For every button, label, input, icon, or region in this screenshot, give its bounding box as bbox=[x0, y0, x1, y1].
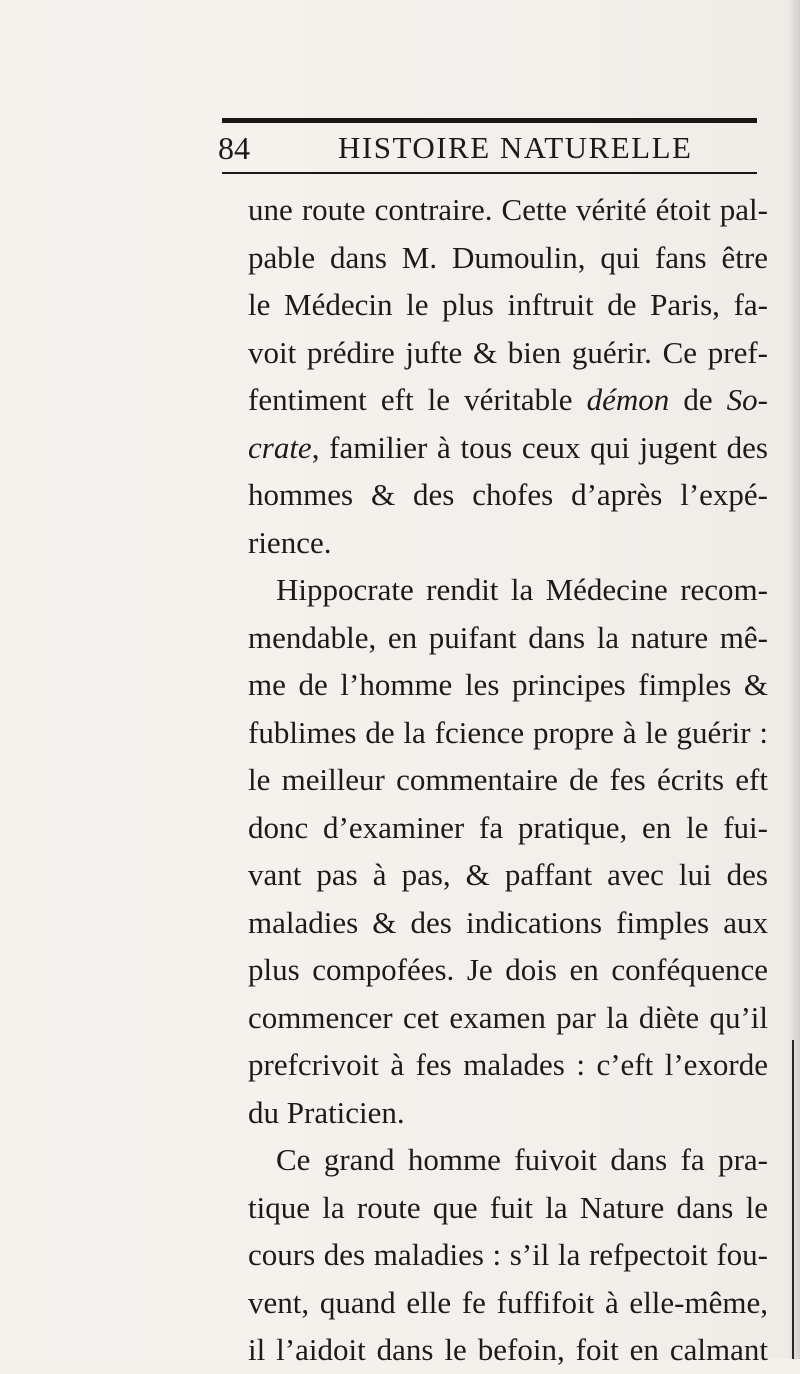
header-rule-bottom bbox=[222, 172, 757, 174]
body-text bbox=[248, 186, 768, 1374]
text-line: cours des maladies : s’il la refpectoit fou- bbox=[248, 1237, 768, 1272]
text-line: donc d’examiner fa pratique, en le fui- bbox=[248, 809, 768, 845]
text-line: tique la route que fuit la Nature dans le bbox=[248, 1189, 768, 1225]
header-rule-top bbox=[222, 118, 757, 123]
text-line: vent, quand elle fe fuffifoit à elle-même, bbox=[248, 1284, 768, 1320]
running-head: HISTOIRE NATURELLE bbox=[338, 130, 693, 165]
italic-term-socrate: So- bbox=[726, 382, 768, 417]
text-line: hommes & des chofes d’après l’expé- bbox=[248, 477, 768, 512]
text-run: fentiment eft le véritable bbox=[248, 382, 587, 417]
text-line: il l’aidoit dans le befoin, foit en calmant bbox=[248, 1332, 768, 1367]
page-number: 84 bbox=[218, 130, 250, 166]
text-line: pable dans M. Dumoulin, qui fans être bbox=[248, 239, 768, 275]
text-line: le Médecin le plus inftruit de Paris, fa- bbox=[248, 287, 768, 322]
text-line: rience. bbox=[248, 524, 332, 560]
text-run: de bbox=[669, 382, 727, 417]
text-run: , familier à tous ceux qui jugent des bbox=[311, 429, 768, 465]
text-line: prefcrivoit à fes malades : c’eft l’exorde bbox=[248, 1047, 768, 1082]
text-line: commencer cet examen par la diète qu’il bbox=[248, 999, 768, 1035]
page-header bbox=[218, 126, 758, 166]
text-line: maladies & des indications fimples aux bbox=[248, 904, 768, 940]
text-line: une route contraire. Cette vérité étoit pal- bbox=[248, 192, 768, 227]
text-line: fublimes de la fcience propre à le guérir : bbox=[248, 714, 768, 750]
text-line: vant pas à pas, & paffant avec lui des bbox=[248, 857, 768, 892]
text-line: mendable, en puifant dans la nature mê- bbox=[248, 619, 768, 655]
paragraph-start: Ce grand homme fuivoit dans fa pra- bbox=[276, 1142, 768, 1177]
paragraph-start: Hippocrate rendit la Médecine recom- bbox=[276, 572, 768, 607]
text-line: plus compofées. Je dois en conféquence bbox=[248, 952, 768, 987]
italic-term-crate: crate bbox=[248, 429, 312, 465]
text-line: du Praticien. bbox=[248, 1094, 405, 1130]
text-line bbox=[248, 424, 768, 472]
italic-term-demon: démon bbox=[586, 382, 670, 417]
text-line: me de l’homme les principes fimples & bbox=[248, 667, 768, 702]
page-edge-shadow bbox=[788, 0, 800, 1359]
text-line: le meilleur commentaire de fes écrits eft bbox=[248, 762, 768, 797]
text-line: voit prédire jufte & bien guérir. Ce pref- bbox=[248, 334, 768, 370]
page-edge-line bbox=[792, 1040, 794, 1359]
text-line bbox=[248, 376, 768, 424]
